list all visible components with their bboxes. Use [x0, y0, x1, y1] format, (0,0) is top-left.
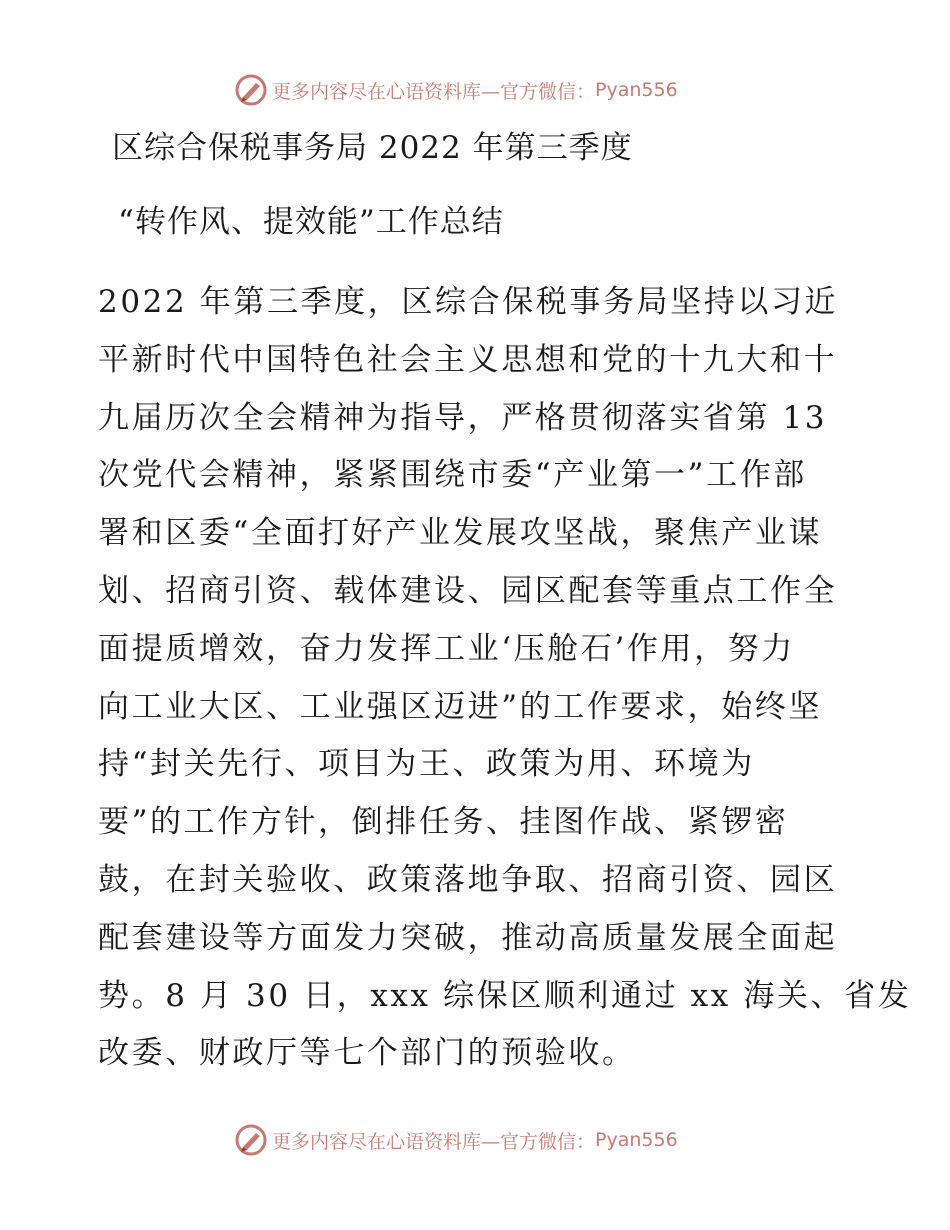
body-line: 向工业大区、工业强区迈进”的工作要求，始终坚: [98, 688, 823, 725]
watermark-footer: [234, 1122, 678, 1158]
watermark-handle: Pyan556: [595, 1129, 678, 1151]
body-line: 次党代会精神，紧紧围绕市委“产业第一”工作部: [98, 457, 807, 494]
body-line: 划、招商引资、载体建设、园区配套等重点工作全: [98, 572, 838, 609]
watermark-text: 更多内容尽在心语资料库—官方微信：: [272, 80, 596, 103]
body-line: 九届历次全会精神为指导，严格贯彻落实省第 13: [98, 399, 828, 436]
body-line: 改委、财政厅等七个部门的预验收。: [98, 1035, 636, 1072]
body-line: 2022 年第三季度，区综合保税事务局坚持以习近: [98, 284, 839, 320]
body-line: 署和区委“全面打好产业发展攻坚战，聚焦产业谋: [98, 515, 823, 552]
body-line: 面提质增效，奋力发挥工业‘压舱石’作用，努力: [98, 630, 795, 667]
body-line: 持“封关先行、项目为王、政策为用、环境为: [98, 746, 755, 783]
body-line: 配套建设等方面发力突破，推动高质量发展全面起: [98, 919, 838, 956]
pen-logo-icon: [234, 1123, 268, 1157]
document-title-line2: “转作风、提效能”工作总结: [118, 204, 504, 240]
body-line: 要”的工作方针，倒排任务、挂图作战、紧锣密: [98, 804, 789, 841]
document-title-line1: 区综合保税事务局 2022 年第三季度: [112, 130, 633, 166]
body-line: 势。8 月 30 日，xxx 综保区顺利通过 xx 海关、省发: [98, 977, 912, 1014]
pen-logo-icon: [234, 73, 268, 107]
watermark-text: 更多内容尽在心语资料库—官方微信：: [272, 1130, 596, 1153]
watermark-handle: Pyan556: [595, 79, 678, 101]
body-line: 鼓，在封关验收、政策落地争取、招商引资、园区: [98, 861, 838, 898]
body-line: 平新时代中国特色社会主义思想和党的十九大和十: [98, 341, 838, 378]
document-body: [98, 274, 912, 1083]
watermark-header: [234, 72, 678, 108]
